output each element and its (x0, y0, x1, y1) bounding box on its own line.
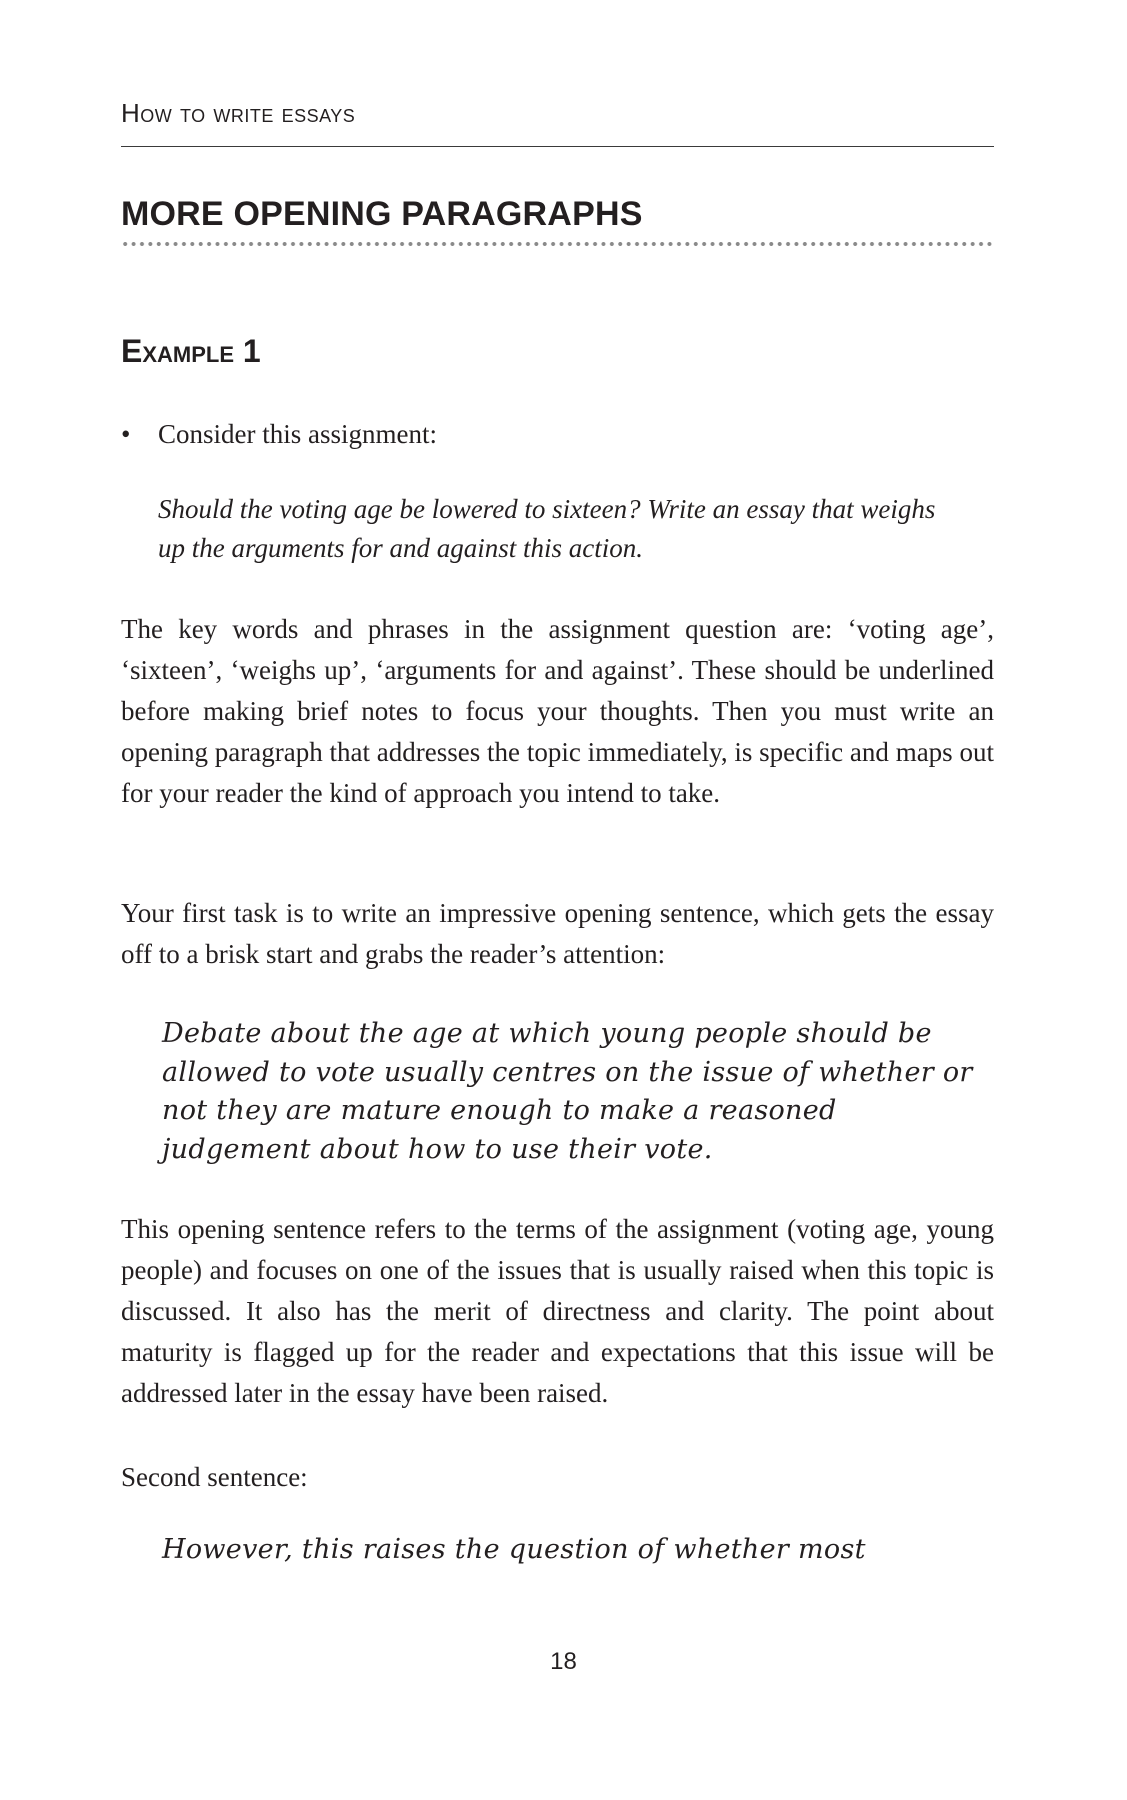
paragraph-analysis: This opening sentence refers to the terms of the assignment (voting age, young people) and focuses on one of the issues that is usually raised when this topic is discussed. It also has the merit of directness and clarity. The point about maturity is flagged up for the reader and expectations that this issue will be addressed later in the essay have been raised. (121, 1214, 994, 1408)
paragraph-first-task: Your first task is to write an impressive opening sentence, which gets the essay off to a brisk start and grabs the reader’s attention: (121, 898, 994, 969)
handwritten-second-sentence: However, this raises the question of whether most (162, 1534, 866, 1565)
paragraph-second-sentence: Second sentence: (121, 1462, 308, 1492)
handwritten-example-sentence: Debate about the age at which young people should be allowed to vote usually centres on the issue of whether or not they are mature enough to make a reasoned judgement about how to use their vote. (162, 1018, 973, 1165)
section-title: MORE OPENING PARAGRAPHS (121, 195, 643, 233)
assignment-quote: Should the voting age be lowered to sixteen? Write an essay that weighs up the arguments for and against this action. (158, 494, 936, 563)
dotted-divider (121, 241, 994, 247)
bullet-text: Consider this assignment: (158, 419, 437, 449)
bullet-icon: • (121, 419, 131, 449)
example-heading: Example 1 (121, 333, 261, 369)
paragraph-key-words: The key words and phrases in the assignment question are: ‘voting age’, ‘sixteen’, ‘weighs up’, ‘arguments for and against’. These should be underlined before making brief notes to focus your thoughts. Then you must write an opening paragraph that addresses the topic immediately, is specific and maps out for your reader the kind of approach you intend to take. (121, 614, 994, 808)
running-head: How to write essays (121, 98, 356, 128)
page-number: 18 (550, 1648, 577, 1675)
header-rule (121, 146, 994, 147)
